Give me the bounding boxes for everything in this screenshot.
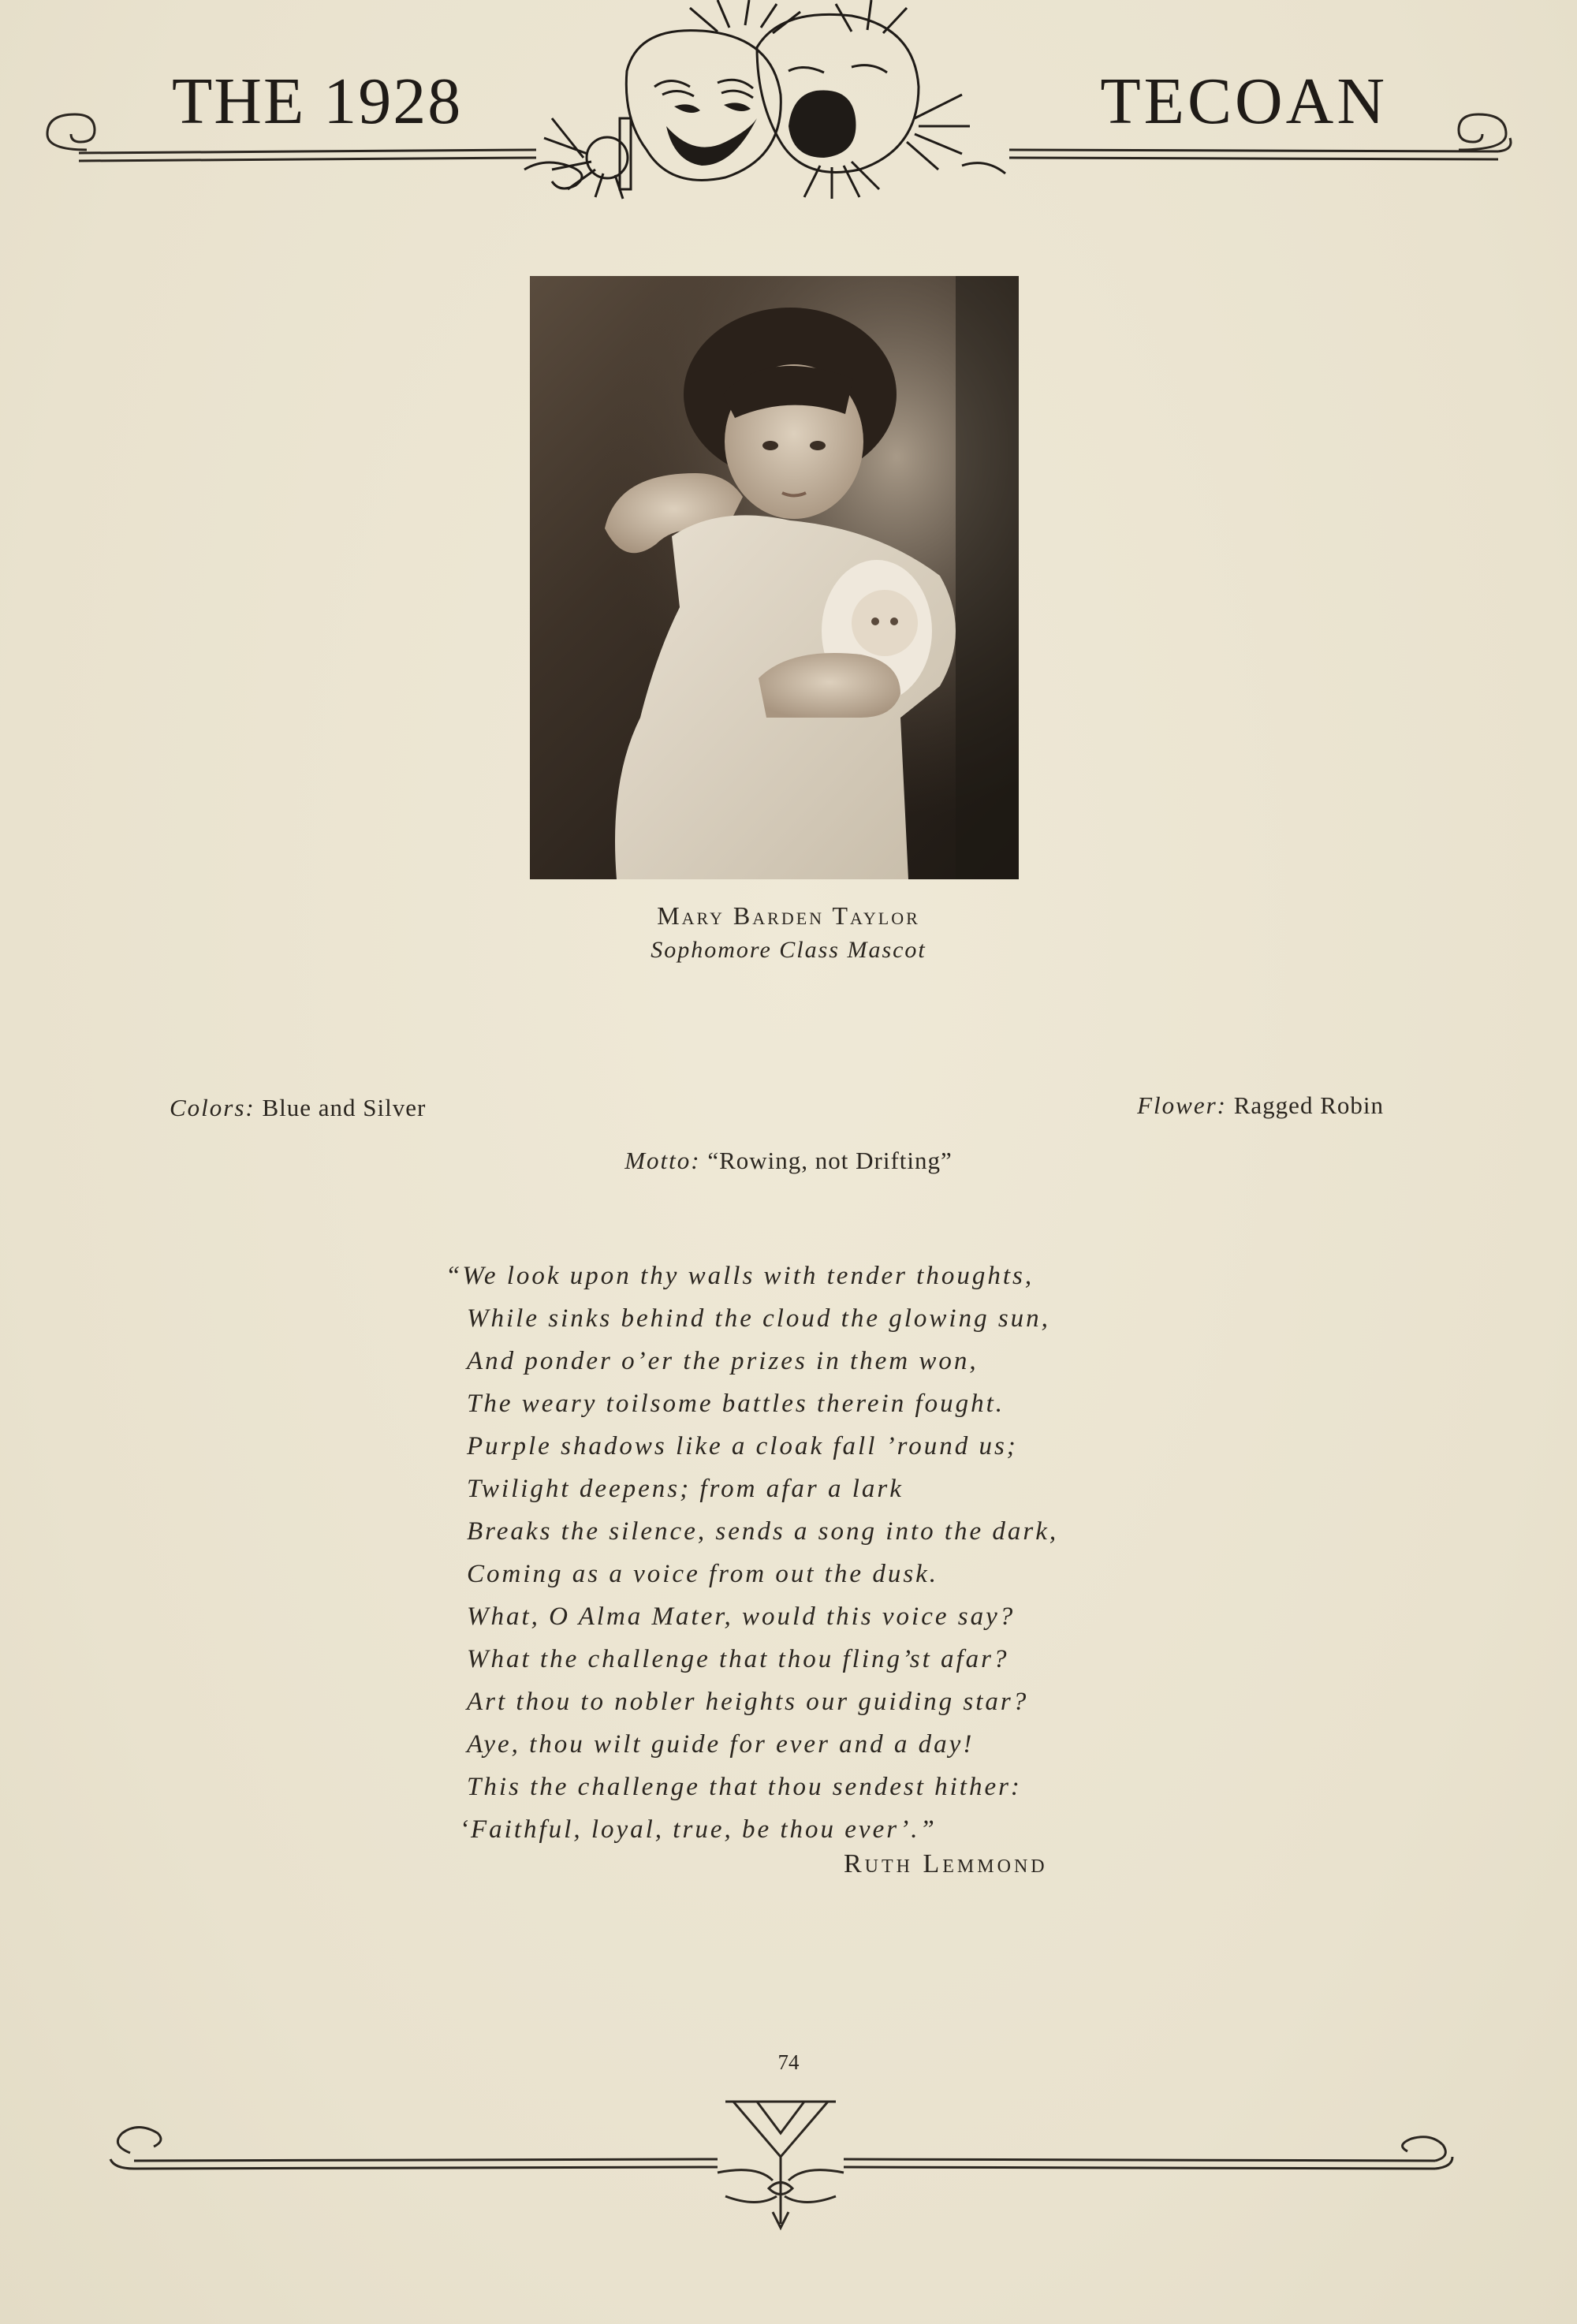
child-with-doll-photo-icon	[530, 276, 1019, 879]
class-motto	[0, 1147, 1577, 1175]
mascot-photo	[530, 276, 1019, 879]
poem-line: Twilight deepens; from afar a lark	[467, 1475, 904, 1503]
poem-line: What, O Alma Mater, would this voice say?	[467, 1602, 1016, 1631]
poem-line: The weary toilsome battles therein fought.	[467, 1390, 1005, 1418]
motto-value: “Rowing, not Drifting”	[707, 1147, 953, 1174]
caption-role: Sophomore Class Mascot	[651, 937, 926, 963]
poem-line: Purple shadows like a cloak fall ’round us;	[467, 1432, 1018, 1460]
poem-line: While sinks behind the cloud the glowing sun,	[467, 1304, 1050, 1333]
class-colors	[170, 1094, 426, 1122]
poem-line: What the challenge that thou fling’st afar?	[467, 1645, 1009, 1673]
header-title-right: TECOAN	[1100, 65, 1388, 138]
page-number: 74	[777, 2050, 800, 2074]
poem-line: ‘Faithful, loyal, true, be thou ever’.”	[460, 1815, 937, 1844]
poem-line: Coming as a voice from out the dusk.	[467, 1560, 939, 1588]
comedy-tragedy-masks-icon	[520, 0, 1009, 205]
poem-line: This the challenge that thou sendest hither:	[467, 1773, 1022, 1801]
poem-line: “We look upon thy walls with tender thoughts,	[446, 1262, 1035, 1290]
poem-line: Aye, thou wilt guide for ever and a day!	[467, 1730, 975, 1759]
poem-line: And ponder o’er the prizes in them won,	[467, 1347, 979, 1375]
poem-author: Ruth Lemmond	[844, 1849, 1048, 1878]
poem-line: Breaks the silence, sends a song into the dark,	[467, 1517, 1059, 1546]
colors-label: Colors:	[170, 1094, 255, 1121]
motto-label: Motto:	[624, 1147, 701, 1174]
poem-line: Art thou to nobler heights our guiding star?	[467, 1688, 1029, 1716]
flower-label: Flower:	[1137, 1091, 1227, 1119]
flower-value: Ragged Robin	[1233, 1091, 1384, 1119]
class-flower	[1137, 1091, 1384, 1120]
colors-value: Blue and Silver	[262, 1094, 427, 1121]
caption-name: Mary Barden Taylor	[657, 901, 920, 930]
footer-ornamental-rule	[103, 2098, 1459, 2232]
header-title-left: THE 1928	[172, 65, 463, 138]
